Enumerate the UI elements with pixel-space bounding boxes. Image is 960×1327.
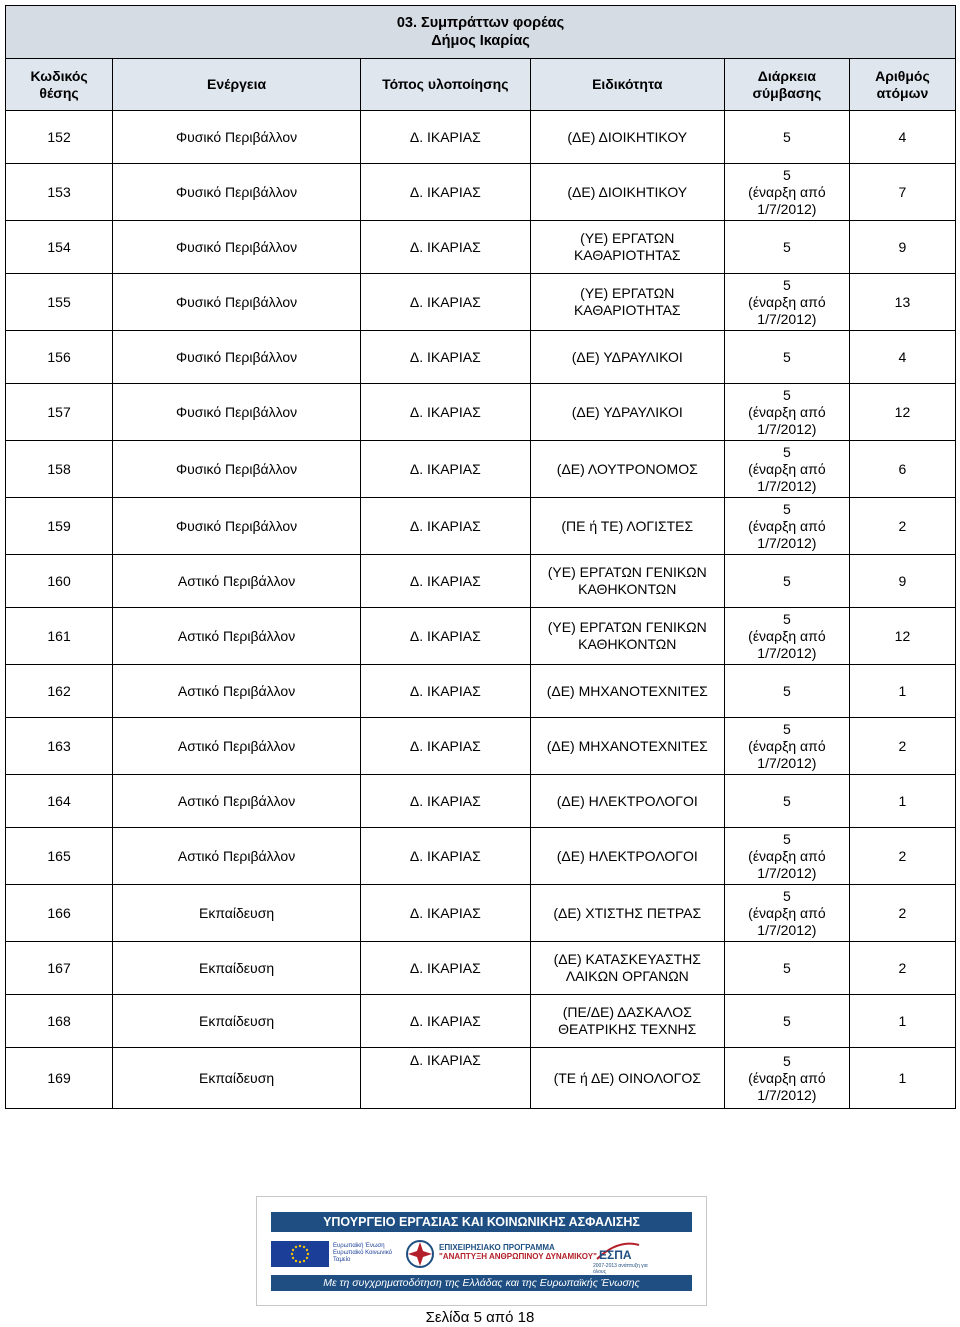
specialty-line: (ΥΕ) ΕΡΓΑΤΩΝ: [580, 285, 675, 301]
cell-place: Δ. ΙΚΑΡΙΑΣ: [360, 111, 530, 164]
cell-code: 168: [6, 995, 113, 1048]
specialty-line: (ΥΕ) ΕΡΓΑΤΩΝ: [580, 230, 675, 246]
duration-line: 5: [782, 572, 791, 589]
espa-sub: ανάπτυξη για όλους: [593, 1263, 648, 1275]
cell-action: Αστικό Περιβάλλον: [113, 555, 361, 608]
duration-line: 5: [782, 500, 791, 517]
header-duration-line1: Διάρκεια: [757, 67, 816, 84]
cell-code: 158: [6, 441, 113, 498]
duration-line: 5: [782, 610, 791, 627]
cell-action: Αστικό Περιβάλλον: [113, 775, 361, 828]
header-row: [6, 59, 956, 111]
specialty-line: ΛΑΙΚΩΝ ΟΡΓΑΝΩΝ: [565, 968, 689, 984]
cell-place: Δ. ΙΚΑΡΙΑΣ: [360, 1048, 530, 1109]
cell-place: Δ. ΙΚΑΡΙΑΣ: [360, 274, 530, 331]
duration-line: (έναρξη από: [748, 847, 826, 864]
cell-persons: 6: [849, 441, 955, 498]
cell-code: 160: [6, 555, 113, 608]
espa-years: 2007-2013: [593, 1263, 617, 1269]
duration-line: 5: [782, 128, 791, 145]
duration-line: 5: [782, 792, 791, 809]
cell-persons: 12: [849, 608, 955, 665]
cell-persons: 4: [849, 331, 955, 384]
duration-line: 1/7/2012): [757, 420, 817, 437]
cell-persons: 4: [849, 111, 955, 164]
specialty-line: (ΔΕ) ΔΙΟΙΚΗΤΙΚΟΥ: [567, 183, 688, 200]
cofunding-logo-banner: [256, 1196, 707, 1306]
specialty-line: (ΔΕ) ΚΑΤΑΣΚΕΥΑΣΤΗΣ: [553, 951, 701, 967]
cell-specialty: [530, 441, 724, 498]
header-code: [6, 59, 113, 111]
cell-duration: [724, 828, 849, 885]
cell-place: Δ. ΙΚΑΡΙΑΣ: [360, 441, 530, 498]
duration-line: 5: [782, 682, 791, 699]
cell-duration: [724, 608, 849, 665]
program-line-2: "ΑΝΑΠΤΥΞΗ ΑΝΘΡΩΠΙΝΟΥ ΔΥΝΑΜΙΚΟΥ": [439, 1252, 597, 1261]
duration-line: 1/7/2012): [757, 644, 817, 661]
page-number: Σελίδα 5 από 18: [425, 1309, 535, 1326]
cell-action: Φυσικό Περιβάλλον: [113, 441, 361, 498]
duration-line: 5: [782, 443, 791, 460]
duration-line: (έναρξη από: [748, 403, 826, 420]
cell-specialty: [530, 885, 724, 942]
cell-duration: [724, 995, 849, 1048]
table-row: [6, 221, 956, 274]
specialty-line: (ΔΕ) ΗΛΕΚΤΡΟΛΟΓΟΙ: [556, 792, 698, 809]
duration-line: 5: [782, 830, 791, 847]
cell-place: Δ. ΙΚΑΡΙΑΣ: [360, 221, 530, 274]
cell-code: 165: [6, 828, 113, 885]
duration-line: 1/7/2012): [757, 310, 817, 327]
cell-specialty: [530, 718, 724, 775]
table-row: [6, 1048, 956, 1109]
duration-line: 1/7/2012): [757, 921, 817, 938]
eu-text: Ευρωπαϊκή Ένωση Ευρωπαϊκό Κοινωνικό Ταμείο: [333, 1243, 392, 1263]
table-row: [6, 718, 956, 775]
cell-specialty: [530, 555, 724, 608]
cell-duration: [724, 441, 849, 498]
specialty-line: (ΠΕ/ΔΕ) ΔΑΣΚΑΛΟΣ: [562, 1004, 692, 1020]
positions-table: [5, 5, 956, 1109]
header-place: Τόπος υλοποίησης: [360, 59, 530, 111]
duration-line: 5: [782, 276, 791, 293]
specialty-line: (ΔΕ) ΗΛΕΚΤΡΟΛΟΓΟΙ: [556, 847, 698, 864]
table-row: [6, 441, 956, 498]
cell-action: Φυσικό Περιβάλλον: [113, 331, 361, 384]
table-row: [6, 331, 956, 384]
cell-specialty: [530, 665, 724, 718]
cell-place: Δ. ΙΚΑΡΙΑΣ: [360, 885, 530, 942]
duration-line: 5: [782, 887, 791, 904]
cell-code: 166: [6, 885, 113, 942]
duration-line: 5: [782, 386, 791, 403]
cell-action: Εκπαίδευση: [113, 995, 361, 1048]
cell-specialty: [530, 828, 724, 885]
cell-specialty: [530, 775, 724, 828]
table-row: [6, 665, 956, 718]
table-row: [6, 274, 956, 331]
specialty-line: (ΔΕ) ΛΟΥΤΡΟΝΟΜΟΣ: [556, 460, 698, 477]
specialty-line: ΚΑΘΗΚΟΝΤΩΝ: [578, 581, 677, 597]
cell-code: 164: [6, 775, 113, 828]
ministry-bar: ΥΠΟΥΡΓΕΙΟ ΕΡΓΑΣΙΑΣ ΚΑΙ ΚΟΙΝΩΝΙΚΗΣ ΑΣΦΑΛΙΣΗΣ: [271, 1212, 692, 1232]
cell-code: 161: [6, 608, 113, 665]
specialty-line: ΚΑΘΑΡΙΟΤΗΤΑΣ: [573, 247, 681, 263]
header-action: Ενέργεια: [113, 59, 361, 111]
cell-persons: 2: [849, 885, 955, 942]
cell-place: Δ. ΙΚΑΡΙΑΣ: [360, 555, 530, 608]
table-row: [6, 995, 956, 1048]
cell-place: Δ. ΙΚΑΡΙΑΣ: [360, 995, 530, 1048]
table-row: [6, 942, 956, 995]
cell-specialty: [530, 331, 724, 384]
title-line-2: Δήμος Ικαρίας: [431, 33, 530, 49]
cell-code: 157: [6, 384, 113, 441]
cell-code: 163: [6, 718, 113, 775]
cell-place: Δ. ΙΚΑΡΙΑΣ: [360, 331, 530, 384]
cell-place: Δ. ΙΚΑΡΙΑΣ: [360, 665, 530, 718]
cell-place: Δ. ΙΚΑΡΙΑΣ: [360, 775, 530, 828]
cell-specialty: [530, 384, 724, 441]
cell-specialty: [530, 111, 724, 164]
table-body: [6, 111, 956, 1109]
specialty-line: (ΤΕ ή ΔΕ) ΟΙΝΟΛΟΓΟΣ: [553, 1069, 701, 1086]
header-persons-line2: ατόμων: [876, 84, 929, 101]
cell-action: Αστικό Περιβάλλον: [113, 608, 361, 665]
cell-duration: [724, 775, 849, 828]
table-row: [6, 775, 956, 828]
table-row: [6, 164, 956, 221]
cell-duration: [724, 498, 849, 555]
cell-code: 159: [6, 498, 113, 555]
cell-action: Αστικό Περιβάλλον: [113, 828, 361, 885]
cell-code: 155: [6, 274, 113, 331]
cell-duration: [724, 274, 849, 331]
cell-specialty: [530, 221, 724, 274]
specialty-line: (ΔΕ) ΜΗΧΑΝΟΤΕΧΝΙΤΕΣ: [546, 682, 708, 699]
espa-text: ΕΣΠΑ: [599, 1248, 632, 1262]
espa-subtitle: [593, 1263, 653, 1275]
duration-line: 1/7/2012): [757, 754, 817, 771]
cell-persons: 9: [849, 221, 955, 274]
cell-persons: 7: [849, 164, 955, 221]
cell-persons: 13: [849, 274, 955, 331]
cell-action: Εκπαίδευση: [113, 1048, 361, 1109]
cell-action: Φυσικό Περιβάλλον: [113, 498, 361, 555]
program-title: [439, 1243, 597, 1261]
duration-line: 1/7/2012): [757, 200, 817, 217]
cell-specialty: [530, 942, 724, 995]
cell-action: Φυσικό Περιβάλλον: [113, 274, 361, 331]
cell-place: Δ. ΙΚΑΡΙΑΣ: [360, 828, 530, 885]
cell-specialty: [530, 1048, 724, 1109]
cell-place: Δ. ΙΚΑΡΙΑΣ: [360, 498, 530, 555]
header-code-line1: Κωδικός: [30, 67, 88, 84]
eu-flag-icon: [271, 1241, 329, 1267]
specialty-line: ΚΑΘΗΚΟΝΤΩΝ: [578, 636, 677, 652]
cell-action: Φυσικό Περιβάλλον: [113, 164, 361, 221]
cell-specialty: [530, 498, 724, 555]
cell-duration: [724, 718, 849, 775]
cell-persons: 1: [849, 995, 955, 1048]
cell-specialty: [530, 995, 724, 1048]
title-line-1: 03. Συμπράττων φορέας: [396, 15, 565, 31]
cell-duration: [724, 384, 849, 441]
table-row: [6, 608, 956, 665]
cell-action: Εκπαίδευση: [113, 942, 361, 995]
duration-line: 1/7/2012): [757, 1086, 817, 1103]
cofund-bar: Με τη συγχρηματοδότηση της Ελλάδας και της Ευρωπαϊκής Ένωσης: [271, 1275, 692, 1291]
cell-specialty: [530, 164, 724, 221]
cell-persons: 1: [849, 1048, 955, 1109]
cell-persons: 1: [849, 665, 955, 718]
cell-persons: 1: [849, 775, 955, 828]
duration-line: 1/7/2012): [757, 534, 817, 551]
cell-specialty: [530, 274, 724, 331]
cell-action: Φυσικό Περιβάλλον: [113, 111, 361, 164]
duration-line: 5: [782, 1052, 791, 1069]
program-line-1: ΕΠΙΧΕΙΡΗΣΙΑΚΟ ΠΡΟΓΡΑΜΜΑ: [439, 1243, 555, 1252]
duration-line: (έναρξη από: [748, 460, 826, 477]
duration-line: 5: [782, 1012, 791, 1029]
duration-line: (έναρξη από: [748, 627, 826, 644]
cell-duration: [724, 221, 849, 274]
duration-line: (έναρξη από: [748, 904, 826, 921]
header-duration: [724, 59, 849, 111]
specialty-line: (ΥΕ) ΕΡΓΑΤΩΝ ΓΕΝΙΚΩΝ: [547, 564, 707, 580]
cell-duration: [724, 111, 849, 164]
program-star-icon: [405, 1239, 435, 1269]
specialty-line: (ΔΕ) ΥΔΡΑΥΛΙΚΟΙ: [571, 348, 683, 365]
duration-line: 5: [782, 959, 791, 976]
specialty-line: (ΔΕ) ΜΗΧΑΝΟΤΕΧΝΙΤΕΣ: [546, 737, 708, 754]
table-row: [6, 555, 956, 608]
duration-line: 1/7/2012): [757, 864, 817, 881]
table-row: [6, 885, 956, 942]
cell-action: Αστικό Περιβάλλον: [113, 665, 361, 718]
specialty-line: (ΔΕ) ΧΤΙΣΤΗΣ ΠΕΤΡΑΣ: [553, 904, 702, 921]
duration-line: 5: [782, 720, 791, 737]
cell-persons: 2: [849, 828, 955, 885]
cell-specialty: [530, 608, 724, 665]
specialty-line: (ΥΕ) ΕΡΓΑΤΩΝ ΓΕΝΙΚΩΝ: [547, 619, 707, 635]
cell-place: Δ. ΙΚΑΡΙΑΣ: [360, 608, 530, 665]
duration-line: 5: [782, 166, 791, 183]
cell-persons: 2: [849, 498, 955, 555]
cell-place: Δ. ΙΚΑΡΙΑΣ: [360, 942, 530, 995]
duration-line: (έναρξη από: [748, 183, 826, 200]
specialty-line: (ΔΕ) ΥΔΡΑΥΛΙΚΟΙ: [571, 403, 683, 420]
table-row: [6, 498, 956, 555]
table-row: [6, 111, 956, 164]
specialty-line: (ΠΕ ή ΤΕ) ΛΟΓΙΣΤΕΣ: [561, 517, 694, 534]
table-row: [6, 828, 956, 885]
duration-line: (έναρξη από: [748, 293, 826, 310]
header-specialty: Ειδικότητα: [530, 59, 724, 111]
cell-persons: 12: [849, 384, 955, 441]
cell-duration: [724, 331, 849, 384]
table-title: [6, 6, 956, 59]
cell-place: Δ. ΙΚΑΡΙΑΣ: [360, 164, 530, 221]
cell-persons: 9: [849, 555, 955, 608]
duration-line: 5: [782, 348, 791, 365]
espa-logo-icon: [593, 1237, 643, 1265]
cell-duration: [724, 1048, 849, 1109]
cell-duration: [724, 555, 849, 608]
cell-duration: [724, 164, 849, 221]
header-duration-line2: σύμβασης: [752, 84, 822, 101]
table-row: [6, 384, 956, 441]
cell-action: Φυσικό Περιβάλλον: [113, 221, 361, 274]
cell-code: 167: [6, 942, 113, 995]
cell-place: Δ. ΙΚΑΡΙΑΣ: [360, 718, 530, 775]
cell-code: 154: [6, 221, 113, 274]
duration-line: (έναρξη από: [748, 737, 826, 754]
cell-code: 153: [6, 164, 113, 221]
cell-code: 169: [6, 1048, 113, 1109]
cell-code: 152: [6, 111, 113, 164]
header-persons: [849, 59, 955, 111]
cell-duration: [724, 942, 849, 995]
specialty-line: (ΔΕ) ΔΙΟΙΚΗΤΙΚΟΥ: [567, 128, 688, 145]
specialty-line: ΘΕΑΤΡΙΚΗΣ ΤΕΧΝΗΣ: [558, 1021, 697, 1037]
cell-persons: 2: [849, 718, 955, 775]
header-persons-line1: Αριθμός: [875, 67, 930, 84]
cell-action: Αστικό Περιβάλλον: [113, 718, 361, 775]
cell-place: Δ. ΙΚΑΡΙΑΣ: [360, 384, 530, 441]
cell-duration: [724, 885, 849, 942]
duration-line: (έναρξη από: [748, 517, 826, 534]
cell-action: Φυσικό Περιβάλλον: [113, 384, 361, 441]
duration-line: 1/7/2012): [757, 477, 817, 494]
duration-line: 5: [782, 238, 791, 255]
cell-code: 162: [6, 665, 113, 718]
cell-duration: [724, 665, 849, 718]
cell-persons: 2: [849, 942, 955, 995]
header-code-line2: θέσης: [39, 84, 79, 101]
specialty-line: ΚΑΘΑΡΙΟΤΗΤΑΣ: [573, 302, 681, 318]
cell-code: 156: [6, 331, 113, 384]
cell-action: Εκπαίδευση: [113, 885, 361, 942]
duration-line: (έναρξη από: [748, 1069, 826, 1086]
